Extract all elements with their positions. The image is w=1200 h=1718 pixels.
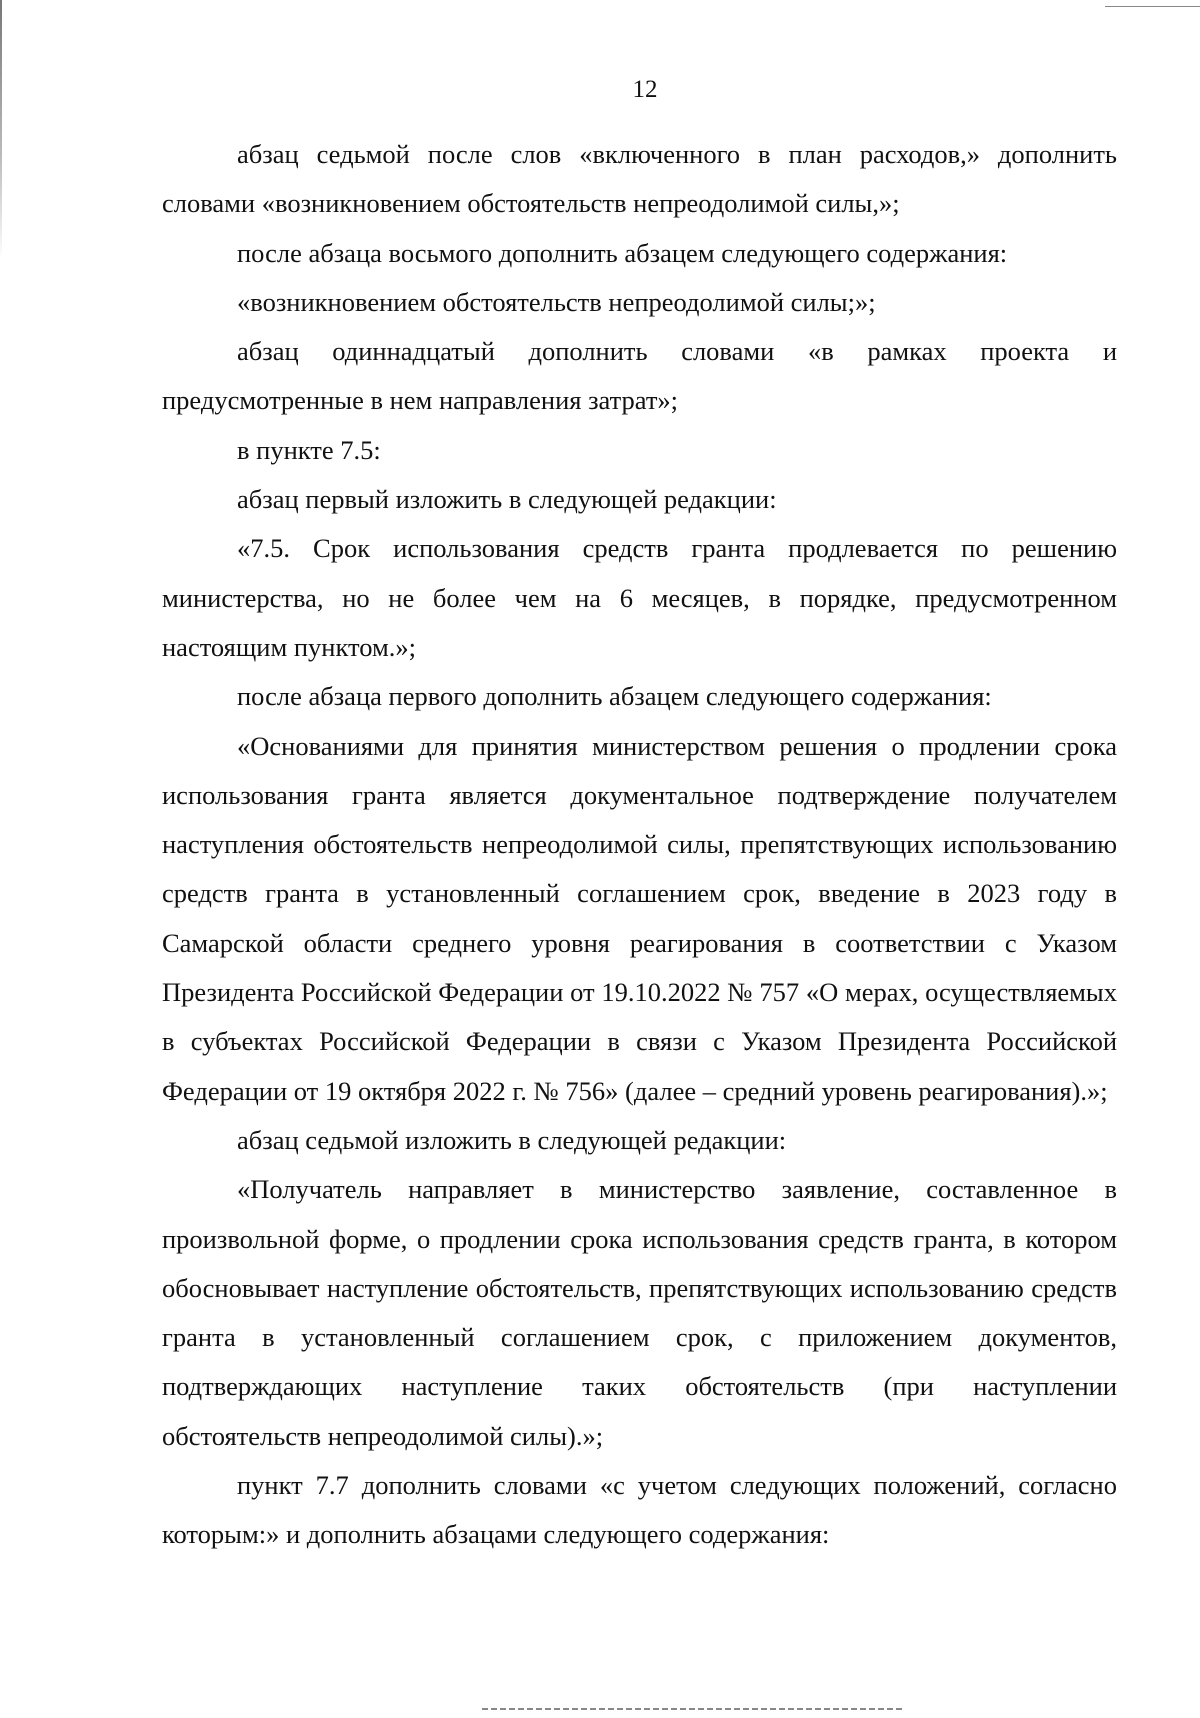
paragraph: пункт 7.7 дополнить словами «с учетом следующих положений, согласно которым:» и дополнить абзацами следующего содержания:: [162, 1470, 1117, 1550]
paragraph: абзац седьмой после слов «включенного в план расходов,» дополнить словами «возникновением обстоятельств непреодолимой силы,»;: [162, 139, 1117, 219]
paragraph: «7.5. Срок использования средств гранта продлевается по решению министерства, но не более чем на 6 месяцев, в порядке, предусмотренном настоящим пунктом.»;: [162, 533, 1117, 662]
paragraph: абзац одиннадцатый дополнить словами «в рамках проекта и предусмотренные в нем направления затрат»;: [162, 336, 1117, 416]
paragraph: абзац седьмой изложить в следующей редакции:: [237, 1124, 787, 1155]
document-body: [162, 130, 1117, 1560]
paragraph: «Получатель направляет в министерство заявление, составленное в произвольной форме, о продлении срока использования средств гранта, в котором обосновывает наступление обстоятельств, препятствующих использованию средств гранта в установленный соглашением срок, с приложением документов, подтверждающих наступление таких обстоятельств (при наступлении обстоятельств непреодолимой силы).»;: [162, 1174, 1117, 1451]
scan-edge-artifact: [0, 0, 2, 260]
paragraph: абзац первый изложить в следующей редакции:: [237, 484, 777, 515]
paragraph: после абзаца первого дополнить абзацем следующего содержания:: [237, 681, 992, 712]
paragraph: «Основаниями для принятия министерством решения о продлении срока использования гранта является документальное подтверждение получателем наступления обстоятельств непреодолимой силы, препятствующих использованию средств гранта в установленный соглашением срок, введение в 2023 году в Самарской области среднего уровня реагирования в соответствии с Указом Президента Российской Федерации от 19.10.2022 № 757 «О мерах, осуществляемых в субъектах Российской Федерации в связи с Указом Президента Российской Федерации от 19 октября 2022 г. № 756» (далее – средний уровень реагирования).»;: [162, 730, 1117, 1106]
scan-edge-artifact: [482, 1708, 902, 1710]
paragraph: после абзаца восьмого дополнить абзацем следующего содержания:: [237, 237, 1008, 268]
paragraph: в пункте 7.5:: [237, 434, 381, 465]
paragraph: «возникновением обстоятельств непреодолимой силы;»;: [237, 286, 876, 317]
scan-edge-artifact: [1105, 6, 1200, 7]
page-number: 12: [632, 76, 658, 103]
